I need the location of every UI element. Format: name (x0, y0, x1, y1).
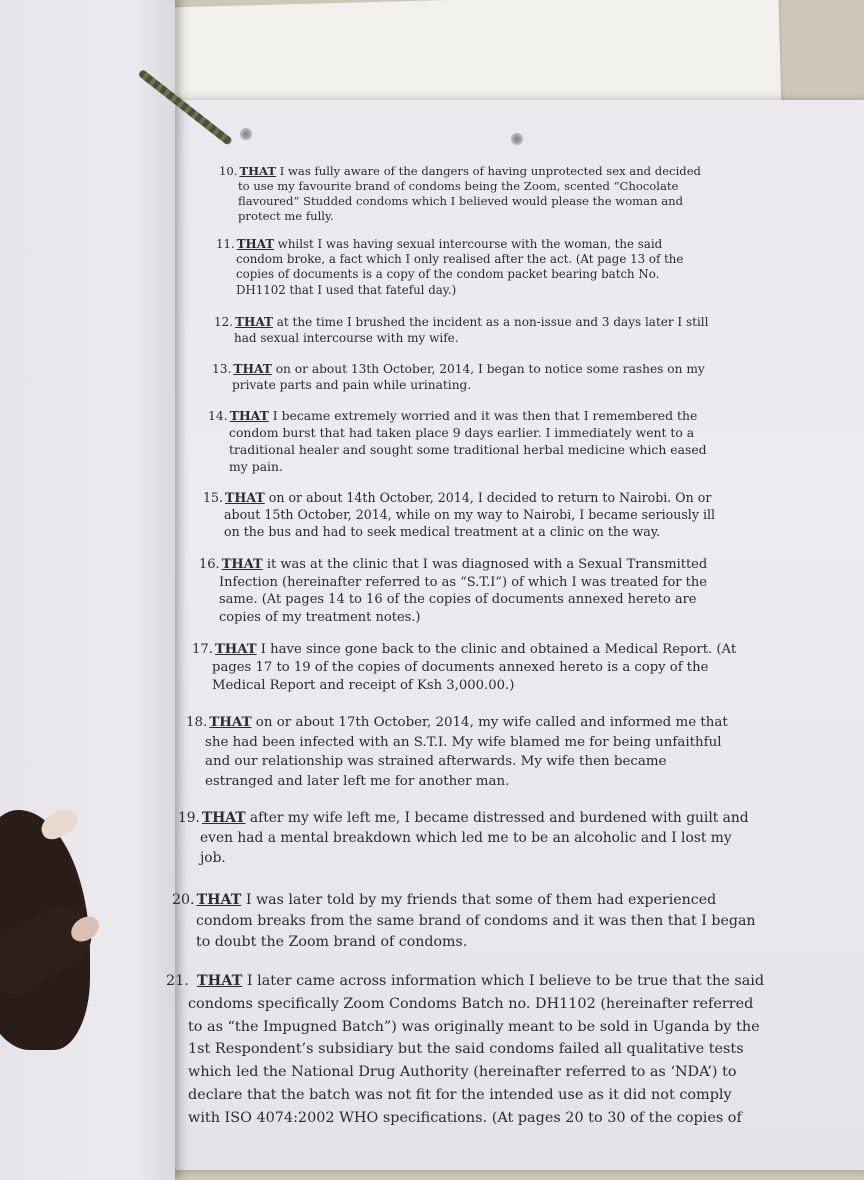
line: after my wife left me, I became distressed and burdened with guilt and (245, 810, 749, 826)
paragraph-number: 13. (212, 362, 232, 376)
paragraph-17 (192, 641, 736, 695)
paragraph-number: 15. (203, 490, 224, 505)
paragraph-16 (199, 556, 707, 626)
paragraph-keyword: THAT (196, 892, 242, 908)
line: on or about 13th October, 2014, I began to notice some rashes on my (271, 362, 705, 376)
paragraph-keyword: THAT (196, 972, 243, 989)
paragraph-keyword: THAT (236, 237, 274, 251)
paragraph-15 (203, 489, 715, 540)
paragraph-number: 19. (178, 810, 200, 826)
line: private parts and pain while urinating. (232, 378, 472, 392)
line: on the bus and had to seek medical treatment at a clinic on the way. (224, 524, 661, 539)
paragraph-number: 10. (219, 164, 238, 178)
line: with ISO 4074:2002 WHO specifications. (At pages 20 to 30 of the copies of (188, 1109, 742, 1126)
paragraph-13 (212, 361, 705, 393)
paragraph-14 (208, 407, 707, 475)
line: declare that the batch was not fit for the intended use as it did not comply (188, 1086, 732, 1103)
punch-hole (511, 133, 523, 145)
line: flavoured” Studded condoms which I believed would please the woman and (238, 194, 684, 208)
line: which led the National Drug Authority (hereinafter referred to as ‘NDA’) to (188, 1064, 737, 1081)
paragraph-number: 16. (199, 557, 220, 572)
paragraph-keyword: THAT (201, 810, 246, 826)
punch-hole (240, 128, 252, 140)
paragraph-19 (178, 808, 749, 868)
line: Infection (hereinafter referred to as “S.T.I”) of which I was treated for the (219, 574, 707, 590)
paragraph-keyword: THAT (214, 642, 257, 657)
line: my pain. (229, 459, 283, 474)
paragraph-12 (214, 314, 708, 346)
paragraph-11 (216, 237, 683, 298)
paragraph-number: 20. (172, 892, 195, 908)
line: DH1102 that I used that fateful day.) (236, 282, 457, 297)
line: I have since gone back to the clinic and obtained a Medical Report. (At (256, 642, 737, 657)
paragraph-number: 12. (214, 315, 234, 329)
paragraph-18 (186, 713, 728, 791)
line: about 15th October, 2014, while on my way to Nairobi, I became seriously ill (224, 507, 716, 522)
paragraph-number: 14. (208, 408, 228, 423)
line: job. (200, 850, 226, 866)
line: had sexual intercourse with my wife. (234, 331, 459, 345)
paragraph-10 (219, 164, 701, 224)
line: copies of my treatment notes.) (219, 609, 421, 625)
paragraph-keyword: THAT (233, 362, 272, 376)
line: it was at the clinic that I was diagnosed with a Sexual Transmitted (262, 557, 708, 572)
line: on or about 17th October, 2014, my wife called and informed me that (251, 715, 728, 730)
line: on or about 14th October, 2014, I decided to return to Nairobi. On or (264, 490, 712, 505)
line: protect me fully. (238, 209, 334, 223)
paragraph-keyword: THAT (209, 714, 252, 730)
line: estranged and later left me for another man. (205, 773, 510, 789)
line: I was fully aware of the dangers of having unprotected sex and decided (276, 164, 701, 178)
paragraph-keyword: THAT (221, 557, 263, 572)
line: at the time I brushed the incident as a non-issue and 3 days later I still (272, 315, 709, 329)
line: she had been infected with an S.T.I. My wife blamed me for being unfaithful (205, 734, 722, 750)
line: to doubt the Zoom brand of condoms. (196, 934, 468, 950)
paragraph-21 (166, 970, 764, 1130)
line: whilst I was having sexual intercourse with the woman, the said (273, 237, 663, 251)
line: 1st Respondent’s subsidiary but the said condoms failed all qualitative tests (188, 1041, 744, 1058)
line: condom burst that had taken place 9 days earlier. I immediately went to a (229, 425, 695, 440)
paragraph-number: 17. (192, 642, 213, 657)
paragraph-keyword: THAT (229, 408, 269, 423)
paragraph-keyword: THAT (235, 315, 273, 329)
paragraph-keyword: THAT (225, 490, 265, 505)
line: I was later told by my friends that some of them had experienced (241, 892, 717, 908)
line: condom broke, a fact which I only realised after the act. (At page 13 of the (236, 252, 684, 267)
line: copies of documents is a copy of the condom packet bearing batch No. (236, 267, 660, 282)
line: traditional healer and sought some traditional herbal medicine which eased (229, 442, 707, 457)
line: condoms specifically Zoom Condoms Batch no. DH1102 (hereinafter referred (188, 995, 754, 1012)
line: I became extremely worried and it was then that I remembered the (268, 408, 698, 423)
paragraph-keyword: THAT (239, 164, 277, 178)
paragraph-number: 11. (216, 237, 235, 251)
line: even had a mental breakdown which led me to be an alcoholic and I lost my (200, 830, 732, 846)
line: to use my favourite brand of condoms being the Zoom, scented “Chocolate (238, 179, 679, 193)
paragraph-number: 21. (166, 973, 189, 989)
paragraph-number: 18. (186, 715, 208, 730)
line: to as “the Impugned Batch”) was originally meant to be sold in Uganda by the (188, 1018, 760, 1035)
line: I later came across information which I believe to be true that the said (242, 973, 765, 989)
line: same. (At pages 14 to 16 of the copies of documents annexed hereto are (219, 592, 697, 607)
line: pages 17 to 19 of the copies of documents annexed hereto is a copy of the (212, 660, 709, 675)
line: and our relationship was strained afterwards. My wife then became (205, 754, 667, 769)
paragraph-20 (172, 890, 756, 953)
line: Medical Report and receipt of Ksh 3,000.00.) (212, 678, 515, 693)
line: condom breaks from the same brand of condoms and it was then that I began (196, 913, 756, 929)
